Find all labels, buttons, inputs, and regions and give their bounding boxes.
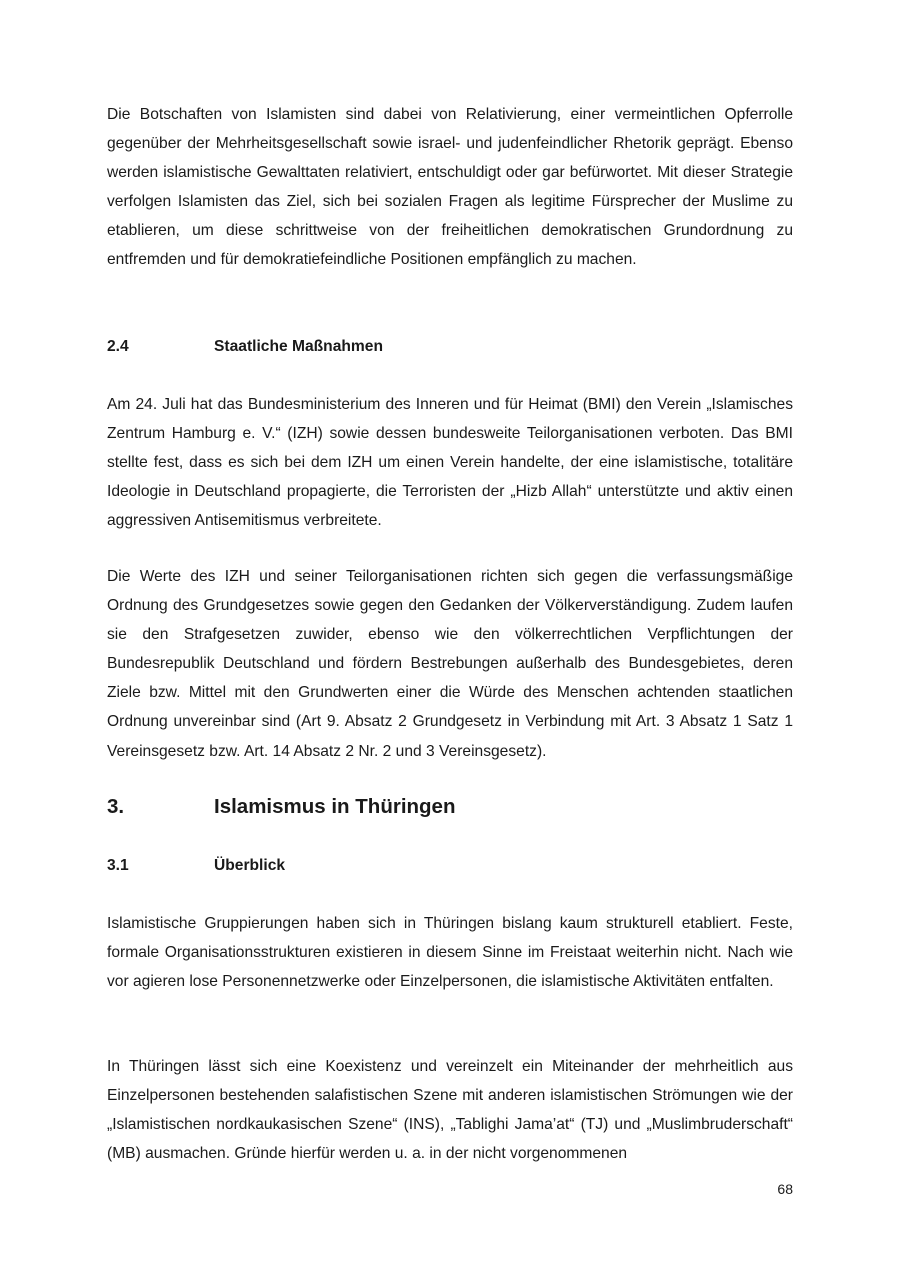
- page-number: 68: [777, 1181, 793, 1197]
- paragraph-ueberblick: Islamistische Gruppierungen haben sich in Thüringen bislang kaum strukturell etabliert. Feste, formale Organisationsstrukturen existieren in diesem Sinne im Freistaat weiterhin nicht. Nach wie vor agieren lose Personennetzwerke oder Einzelpersonen, die islamistische Aktivitäten entfalten.: [107, 915, 793, 991]
- section-title: Überblick: [214, 857, 286, 874]
- section-heading-3-1: [107, 857, 285, 875]
- paragraph-izh-werte: Die Werte des IZH und seiner Teilorganisationen richten sich gegen die verfassungsmäßige Ordnung des Grundgesetzes sowie gegen den Gedanken der Völkerverständigung. Zudem laufen sie den Strafgesetzen zuwider, ebenso wie den völkerrechtlichen Verpflichtungen der Bundesrepublik Deutschland und fördern Bestrebungen außerhalb des Bundesgebietes, deren Ziele bzw. Mittel mit den Grundwerten einer die Würde des Menschen achtenden staatlichen Ordnung unvereinbar sind (Art 9. Absatz 2 Grundgesetz in Verbindung mit Art. 3 Absatz 1 Satz 1 Vereinsgesetz bzw. Art. 14 Absatz 2 Nr. 2 und 3 Vereinsgesetz).: [107, 568, 793, 760]
- chapter-heading-3: [107, 795, 456, 819]
- section-number: 3.1: [107, 857, 129, 874]
- paragraph-koexistenz: In Thüringen lässt sich eine Koexistenz und vereinzelt ein Miteinander der mehrheitlich aus Einzelpersonen bestehenden salafistischen Szene mit anderen islamistischen Strömungen wie der „Islamistischen nordkaukasischen Szene“ (INS), „Tablighi Jama’at“ (TJ) und „Muslimbruderschaft“ (MB) ausmachen. Gründe hierfür werden u. a. in der nicht vorgenommenen: [107, 1058, 793, 1163]
- paragraph-opferrolle: Die Botschaften von Islamisten sind dabei von Relativierung, einer vermeintlichen Opferrolle gegenüber der Mehrheitsgesellschaft sowie israel- und judenfeindlicher Rhetorik geprägt. Ebenso werden islamistische Gewalttaten relativiert, entschuldigt oder gar befürwortet. Mit dieser Strategie verfolgen Islamisten das Ziel, sich bei sozialen Fragen als legitime Fürsprecher der Muslime zu etablieren, um diese schrittweise von der freiheitlichen demokratischen Grundordnung zu entfremden und für demokratiefeindliche Positionen empfänglich zu machen.: [107, 106, 793, 269]
- section-title: Staatliche Maßnahmen: [214, 338, 383, 355]
- chapter-number: 3.: [107, 795, 125, 818]
- chapter-title: Islamismus in Thüringen: [214, 795, 456, 818]
- section-number: 2.4: [107, 338, 129, 355]
- section-heading-2-4: [107, 338, 383, 356]
- paragraph-izh-verbot: Am 24. Juli hat das Bundesministerium des Inneren und für Heimat (BMI) den Verein „Islamisches Zentrum Hamburg e. V.“ (IZH) sowie dessen bundesweite Teilorganisationen verboten. Das BMI stellte fest, dass es sich bei dem IZH um einen Verein handelte, der eine islamistische, totalitäre Ideologie in Deutschland propagierte, die Terroristen der „Hizb Allah“ unterstützte und aktiv einen aggressiven Antisemitismus verbreitete.: [107, 396, 793, 530]
